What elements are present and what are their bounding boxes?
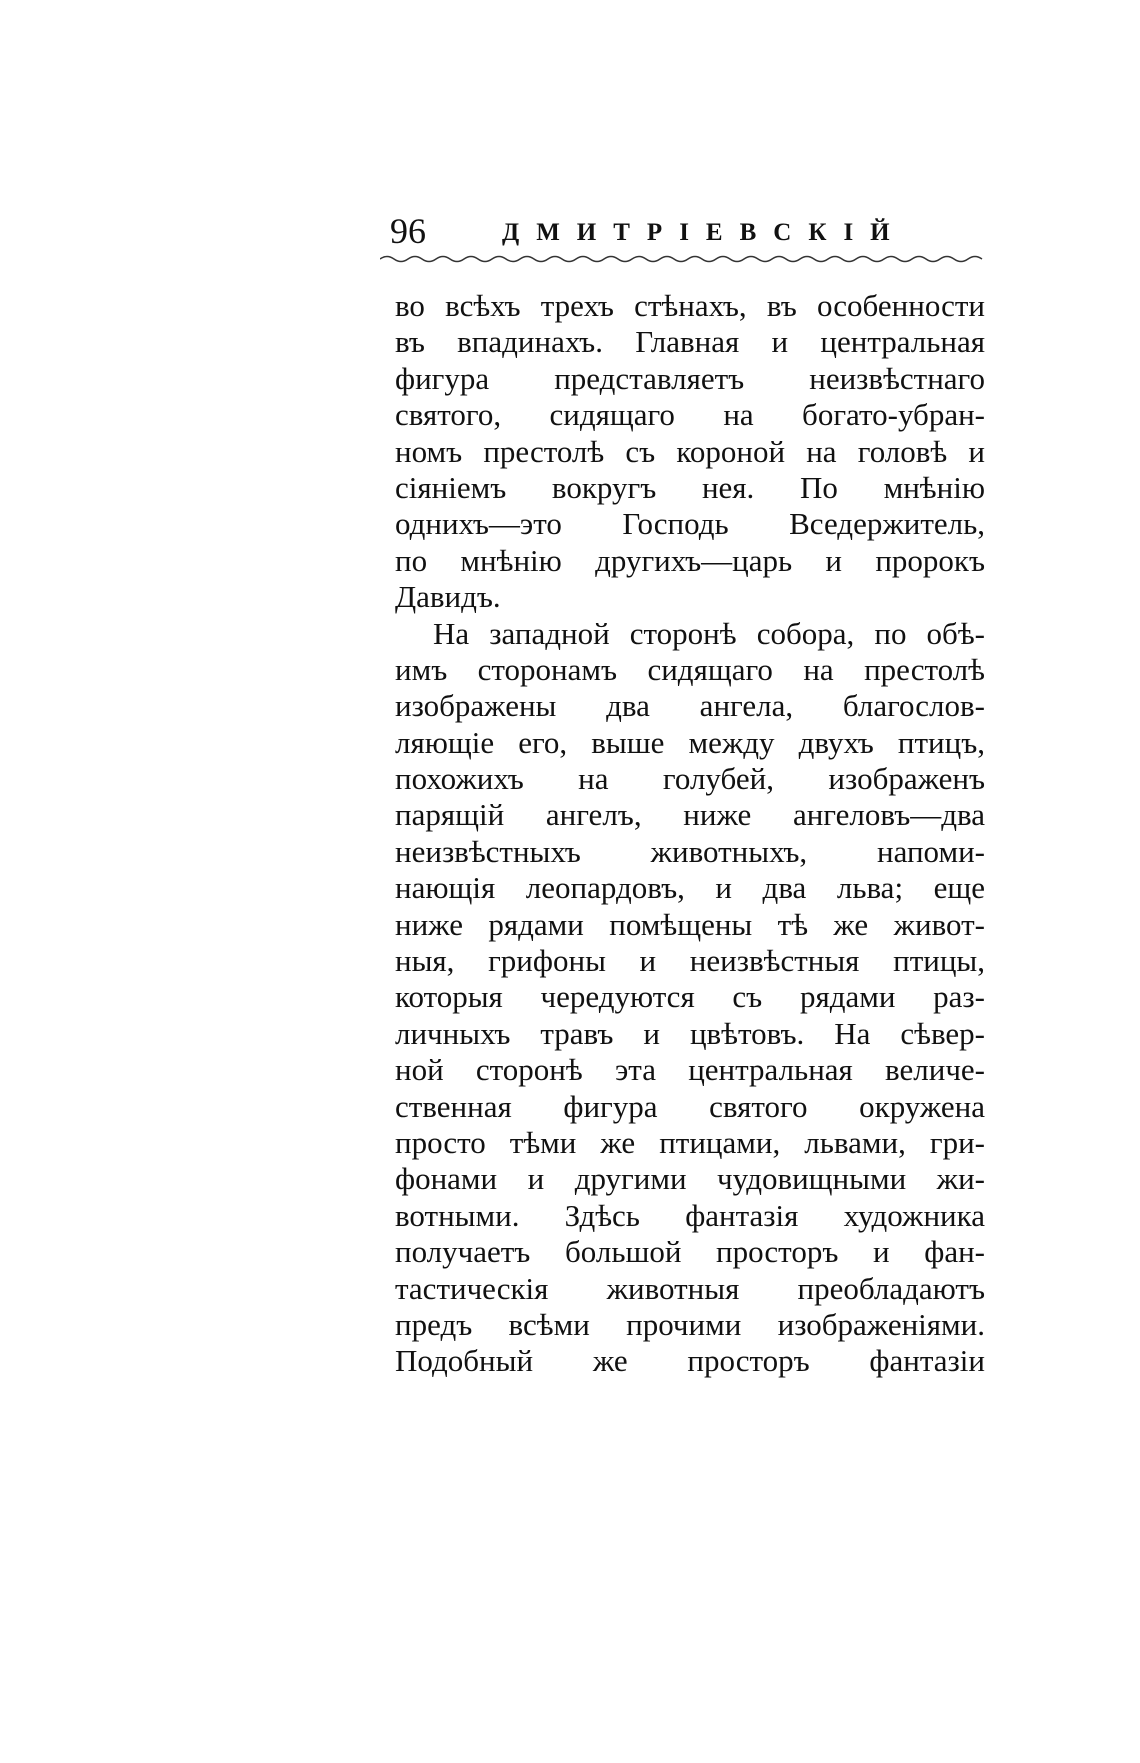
text-line: по мнѣнію другихъ—царь и пророкъ bbox=[395, 542, 985, 578]
running-title: ДМИТРІЕВСКІЙ bbox=[502, 219, 907, 246]
text-line: предъ всѣми прочими изображеніями. bbox=[395, 1306, 985, 1342]
text-line: ныя, грифоны и неизвѣстныя птицы, bbox=[395, 943, 985, 979]
text-line: имъ сторонамъ сидящаго на престолѣ bbox=[395, 651, 985, 687]
text-line: нающія леопардовъ, и два льва; еще bbox=[395, 870, 985, 906]
text-line: фигура представляетъ неизвѣстнаго bbox=[395, 360, 985, 396]
text-line: получаетъ большой просторъ и фан- bbox=[395, 1234, 985, 1270]
text-line: Подобный же просторъ фантазіи bbox=[395, 1343, 985, 1379]
text-line: ляющіе его, выше между двухъ птицъ, bbox=[395, 724, 985, 760]
page-header bbox=[390, 208, 985, 254]
text-line: ниже рядами помѣщены тѣ же живот- bbox=[395, 906, 985, 942]
body-text bbox=[395, 288, 985, 1380]
header-wavy-rule bbox=[380, 254, 985, 264]
text-line: сіяніемъ вокругъ нея. По мнѣнію bbox=[395, 469, 985, 505]
text-line: однихъ—это Господь Вседержитель, bbox=[395, 506, 985, 542]
text-line: На западной сторонѣ собора, по обѣ- bbox=[433, 615, 985, 651]
text-line: ной сторонѣ эта центральная величе- bbox=[395, 1052, 985, 1088]
text-line: ственная фигура святого окружена bbox=[395, 1088, 985, 1124]
page-number: 96 bbox=[390, 211, 426, 251]
text-line: неизвѣстныхъ животныхъ, напоми- bbox=[395, 833, 985, 869]
text-line: парящій ангелъ, ниже ангеловъ—два bbox=[395, 797, 985, 833]
text-line: въ впадинахъ. Главная и центральная bbox=[395, 324, 985, 360]
paragraph-1 bbox=[395, 288, 985, 616]
text-line: во всѣхъ трехъ стѣнахъ, въ особенности bbox=[395, 288, 985, 323]
text-line: которыя чередуются съ рядами раз- bbox=[395, 979, 985, 1015]
text-line: Давидъ. bbox=[395, 579, 501, 615]
text-line: вотными. Здѣсь фантазія художника bbox=[395, 1197, 985, 1233]
text-line: фонами и другими чудовищными жи- bbox=[395, 1161, 985, 1197]
text-line: личныхъ травъ и цвѣтовъ. На сѣвер- bbox=[395, 1015, 985, 1051]
text-line: номъ престолѣ съ короной на головѣ и bbox=[395, 433, 985, 469]
text-line: похожихъ на голубей, изображенъ bbox=[395, 761, 985, 797]
paragraph-2 bbox=[395, 616, 985, 1380]
text-line: просто тѣми же птицами, львами, гри- bbox=[395, 1124, 985, 1160]
text-line: изображены два ангела, благослов- bbox=[395, 688, 985, 724]
text-line: святого, сидящаго на богато-убран- bbox=[395, 397, 985, 433]
text-line: тастическія животныя преобладаютъ bbox=[395, 1270, 985, 1306]
